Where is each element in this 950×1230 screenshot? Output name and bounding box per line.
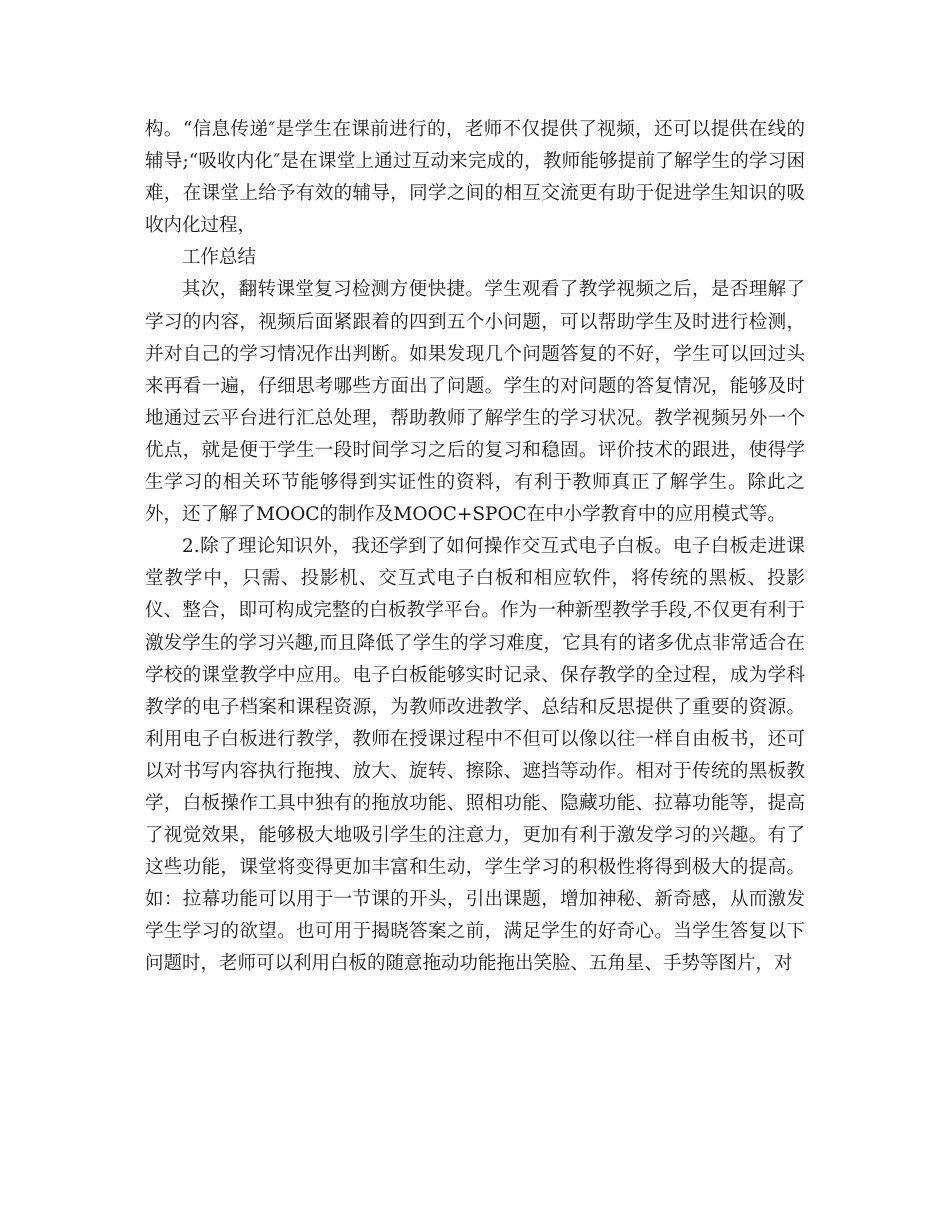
paragraph-interactive-whiteboard: 2.除了理论知识外，我还学到了如何操作交互式电子白板。电子白板走进课堂教学中，只需、投影机、交互式电子白板和相应软件，将传统的黑板、投影仪、整合，即可构成完整的白板教学平台。作为一种新型教学手段,不仅更有利于激发学生的学习兴趣,而且降低了学生的学习难度，它具有的诸多优点非常适合在学校的课堂教学中应用。电子白板能够实时记录、保存教学的全过程，成为学科教学的电子档案和课程资源，为教师改进教学、总结和反思提供了重要的资源。利用电子白板进行教学，教师在授课过程中不但可以像以往一样自由板书，还可以对书写内容执行拖拽、放大、旋转、擦除、遮挡等动作。相对于传统的黑板教学，白板操作工具中独有的拖放功能、照相功能、隐藏功能、拉幕功能等，提高了视觉效果，能够极大地吸引学生的注意力，更加有利于激发学习的兴趣。有了这些功能，课堂将变得更加丰富和生动，学生学习的积极性将得到极大的提高。如：拉幕功能可以用于一节课的开头，引出课题，增加神秘、新奇感，从而激发学生学习的欲望。也可用于揭晓答案之前，满足学生的好奇心。当学生答复以下问题时，老师可以利用白板的随意拖动功能拖出笑脸、五角星、手势等图片，对 (145, 536, 805, 975)
document-body (145, 114, 805, 981)
paragraph-continuation: 构。“信息传递″是学生在课前进行的，老师不仅提供了视频，还可以提供在线的辅导;“吸收内化″是在课堂上通过互动来完成的，教师能够提前了解学生的学习困难，在课堂上给予有效的辅导，同学之间的相互交流更有助于促进学生知识的吸收内化过程， (145, 119, 805, 237)
paragraph-heading-work-summary: 工作总结 (182, 247, 257, 269)
paragraph-flipped-classroom: 其次，翻转课堂复习检测方便快捷。学生观看了教学视频之后，是否理解了学习的内容，视频后面紧跟着的四到五个小问题，可以帮助学生及时进行检测，并对自己的学习情况作出判断。如果发现几个问题答复的不好，学生可以回过头来再看一遍，仔细思考哪些方面出了问题。学生的对问题的答复情况，能够及时地通过云平台进行汇总处理，帮助教师了解学生的学习状况。教学视频另外一个优点，就是便于学生一段时间学习之后的复习和稳固。评价技术的跟进，使得学生学习的相关环节能够得到实证性的资料，有利于教师真正了解学生。除此之外，还了解了MOOC的制作及MOOC+SPOC在中小学教育中的应用模式等。 (145, 279, 805, 526)
